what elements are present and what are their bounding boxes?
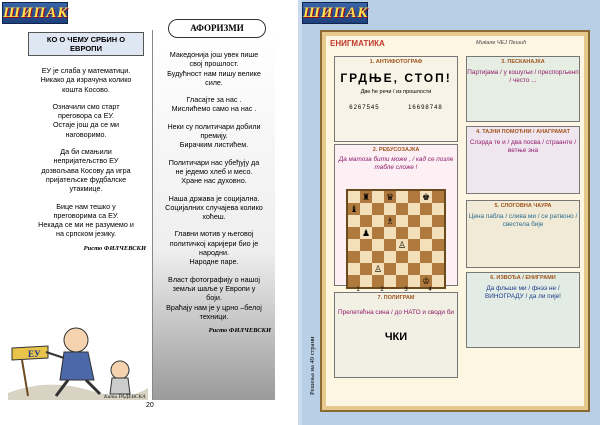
chess-square — [360, 239, 372, 251]
chess-square — [432, 215, 444, 227]
chess-square — [384, 275, 396, 287]
text-line: Бирачким листићем. — [179, 140, 249, 150]
text-line: не једемо хлеб и месо. — [175, 166, 253, 176]
item-number: 5. — [494, 203, 500, 209]
chess-square — [432, 239, 444, 251]
item-title: ТАЈНИ ПОМОЋНИ / АНАГРАМАТ — [482, 129, 570, 135]
chess-square — [360, 251, 372, 263]
text-line: хоћеш. — [202, 212, 226, 222]
chess-square — [372, 227, 384, 239]
item-title: ИЗВОЂА / ЕНИГРАМИ — [496, 275, 556, 281]
chess-square — [384, 251, 396, 263]
signature: Ристо ФИЛЧЕВСКИ — [208, 327, 271, 335]
chess-square — [408, 215, 420, 227]
chess-label: 1 — [356, 287, 360, 293]
chess-square — [360, 263, 372, 275]
puzzle-card — [334, 292, 458, 378]
chess-square — [384, 263, 396, 275]
chess-square — [348, 275, 360, 287]
item-number: 2. — [372, 147, 378, 153]
text-line: Будућност нам пишу велике — [167, 68, 261, 78]
text-line: Некада се ми не разумемо и — [38, 220, 134, 230]
chess-square — [408, 263, 420, 275]
item-number: 1. — [369, 59, 375, 65]
chess-square — [384, 239, 396, 251]
text-line: преговорима са ЕУ. — [53, 210, 119, 220]
text-line: пријатељске фудбалске — [45, 174, 127, 184]
right-page — [302, 0, 600, 425]
chess-square — [420, 215, 432, 227]
chess-square — [360, 275, 372, 287]
chess-board — [346, 189, 446, 289]
chess-square — [420, 251, 432, 263]
item-body: Слэрда те и / два посва / страанте / ветње зна — [469, 139, 577, 154]
cartoon-signature: Кити РАДЕВСКА — [104, 394, 146, 400]
text-line: боји. — [206, 293, 222, 303]
text-line: Хране нас духовно. — [181, 176, 247, 186]
text-line: Власт фотографију о нашој — [168, 274, 260, 284]
magazine-logo: ШИПАК — [302, 2, 368, 24]
item-number: 7. — [377, 295, 383, 301]
item-title: ПЕСКАНАЈКА — [507, 59, 545, 65]
item-answer: ЧКИ — [384, 331, 408, 343]
aphorism — [153, 50, 275, 87]
chess-label: 2 — [380, 287, 384, 293]
text-line: политичкој каријери био је — [169, 238, 259, 248]
chess-square — [396, 227, 408, 239]
text-line: Гласајте за нас . — [186, 95, 242, 105]
chess-square: ♝ — [349, 204, 359, 214]
text-line: народни. — [199, 248, 229, 258]
chess-square — [384, 227, 396, 239]
chess-square — [432, 263, 444, 275]
item-number: 4. — [476, 129, 481, 135]
aphorism — [153, 275, 275, 321]
text-line: свој прошлост. — [189, 59, 239, 69]
text-line: утакмице. — [69, 184, 103, 194]
paragraph — [22, 102, 150, 139]
chess-square — [348, 239, 360, 251]
text-line: земљи шаље у Европи у — [172, 283, 256, 293]
chess-square — [408, 239, 420, 251]
text-line: Неки су политичари добили — [167, 121, 261, 131]
solutions-note: Решења на 49 страни — [309, 336, 316, 395]
chess-square — [408, 251, 420, 263]
cartoon-label: ЕУ — [28, 349, 41, 359]
chess-square: ♙ — [373, 264, 383, 274]
chess-square — [348, 215, 360, 227]
section-title: ЕНИГМАТИКА — [330, 39, 385, 48]
text-line: Народне паре. — [189, 257, 239, 267]
aforizmi-title: АФОРИЗМИ — [168, 19, 266, 38]
chess-square — [348, 191, 360, 203]
paragraph — [22, 66, 150, 94]
chess-square — [372, 203, 384, 215]
chess-square: ♗ — [385, 216, 395, 226]
aphorism — [153, 194, 275, 222]
puzzle-card — [466, 56, 580, 122]
text-line: наговоримо. — [65, 129, 107, 139]
puzzle-card — [466, 200, 580, 268]
text-line: Главни мотив у његовој — [174, 229, 254, 239]
magazine-logo: ШИПАК — [2, 2, 68, 24]
text-line: премију. — [200, 131, 228, 141]
aphorism — [153, 158, 275, 186]
article-title: КО О ЧЕМУ СРБИН О ЕВРОПИ — [28, 32, 144, 56]
chess-square — [396, 215, 408, 227]
item-title: СЛОГОВНА ЧАУРА — [500, 203, 552, 209]
text-line: Да би смањили — [60, 147, 112, 157]
text-line: Остаје још да се ми — [52, 120, 120, 130]
puzzle-card — [466, 272, 580, 348]
chess-square — [432, 251, 444, 263]
text-line: дозвољава Косову да игра — [41, 165, 131, 175]
text-line: кошта Косово. — [62, 84, 110, 94]
text-line: непријатељство ЕУ — [53, 156, 119, 166]
paragraph — [22, 147, 150, 193]
chess-square — [432, 275, 444, 287]
chess-square — [432, 191, 444, 203]
chess-square — [396, 275, 408, 287]
chess-square — [396, 263, 408, 275]
digits-b: 16698748 — [408, 105, 443, 111]
text-line: на српском језику. — [55, 229, 117, 239]
chess-square — [360, 203, 372, 215]
author: Миќале ЧЕЈ Пешић — [476, 40, 527, 46]
chess-label: 4 — [428, 287, 432, 293]
item-number: 3. — [501, 59, 506, 65]
signature: Ристо ФИЛЧЕВСКИ — [83, 244, 146, 252]
chess-square: ♔ — [421, 276, 431, 286]
chess-square — [408, 227, 420, 239]
text-line: техници. — [199, 311, 229, 321]
item-body: Да фльше ми / фнээ не / ВИНОГРАДУ / да ли пије! — [485, 285, 561, 300]
puzzle-card — [466, 126, 580, 194]
paragraph — [22, 202, 150, 239]
chess-square — [348, 227, 360, 239]
left-page — [0, 0, 298, 425]
chess-square — [420, 239, 432, 251]
chess-square — [432, 203, 444, 215]
chess-square — [384, 203, 396, 215]
chess-square — [408, 203, 420, 215]
aphorism — [153, 229, 275, 266]
item-title: РЕБУСОЗАЈКА — [378, 147, 420, 153]
chess-square — [408, 191, 420, 203]
item-body: Цена пабла / слива ми / се ратвоно / свестела бије — [468, 213, 578, 228]
chess-square — [420, 203, 432, 215]
chess-square: ♚ — [421, 192, 431, 202]
chess-labels — [346, 287, 442, 293]
chess-square: ♙ — [397, 240, 407, 250]
text-line: Мислићемо само на нас . — [171, 104, 257, 114]
item-title: АНТИФОТОГРАФ — [375, 59, 423, 65]
chess-square: ♛ — [385, 192, 395, 202]
chess-square — [432, 227, 444, 239]
item-sub: Две ће речи / из прошлости — [360, 89, 432, 95]
text-line: Политичари нас убеђују да — [168, 157, 260, 167]
item-title: ПОЛИГРАМ — [383, 295, 415, 301]
cartoon-illustration — [8, 318, 148, 400]
digits-a: 6267545 — [349, 105, 380, 111]
item-body: Партијама / у кошуљи / преспорљенп / често ... — [467, 69, 579, 84]
chess-square — [372, 215, 384, 227]
text-line: Бице нам тешко у — [56, 201, 116, 211]
text-line: Враћају нам је у црно –белој — [166, 302, 262, 312]
aphorisms-column — [152, 30, 275, 400]
puzzle-card — [334, 56, 458, 142]
text-line: Означили смо старт — [52, 101, 120, 111]
item-body: ГРДЊЕ, СТОП! — [340, 71, 452, 85]
chess-square: ♜ — [361, 192, 371, 202]
chess-square — [372, 251, 384, 263]
text-line: силе. — [205, 77, 223, 87]
chess-square — [360, 215, 372, 227]
chess-square: ♟ — [361, 228, 371, 238]
chess-square — [372, 191, 384, 203]
item-number: 6. — [490, 275, 495, 281]
chess-square — [396, 251, 408, 263]
chess-square — [396, 191, 408, 203]
chess-square — [420, 263, 432, 275]
text-line: Наша држава је социјална. — [168, 193, 260, 203]
item-body: Да матоза бити може , / кад се позле табле сложе ! — [338, 156, 454, 171]
chess-square — [372, 239, 384, 251]
text-line: Никако да израчуна колико — [40, 75, 132, 85]
text-line: Социјалних случајева колико — [165, 202, 263, 212]
text-line: преговора са ЕУ. — [57, 111, 115, 121]
aphorism — [153, 95, 275, 114]
item-body: Прелетећна сина / до НАТО и своди би — [338, 309, 454, 316]
page-number: 20 — [146, 402, 154, 409]
chess-square — [372, 275, 384, 287]
chess-square — [408, 275, 420, 287]
chess-square — [420, 227, 432, 239]
chess-square — [348, 251, 360, 263]
aphorism — [153, 122, 275, 150]
chess-square — [348, 263, 360, 275]
text-line: ЕУ је слаба у математици. — [41, 66, 131, 75]
chess-square — [396, 203, 408, 215]
chess-label: 3 — [404, 287, 408, 293]
text-line: Македонија још увек пише — [169, 50, 259, 59]
